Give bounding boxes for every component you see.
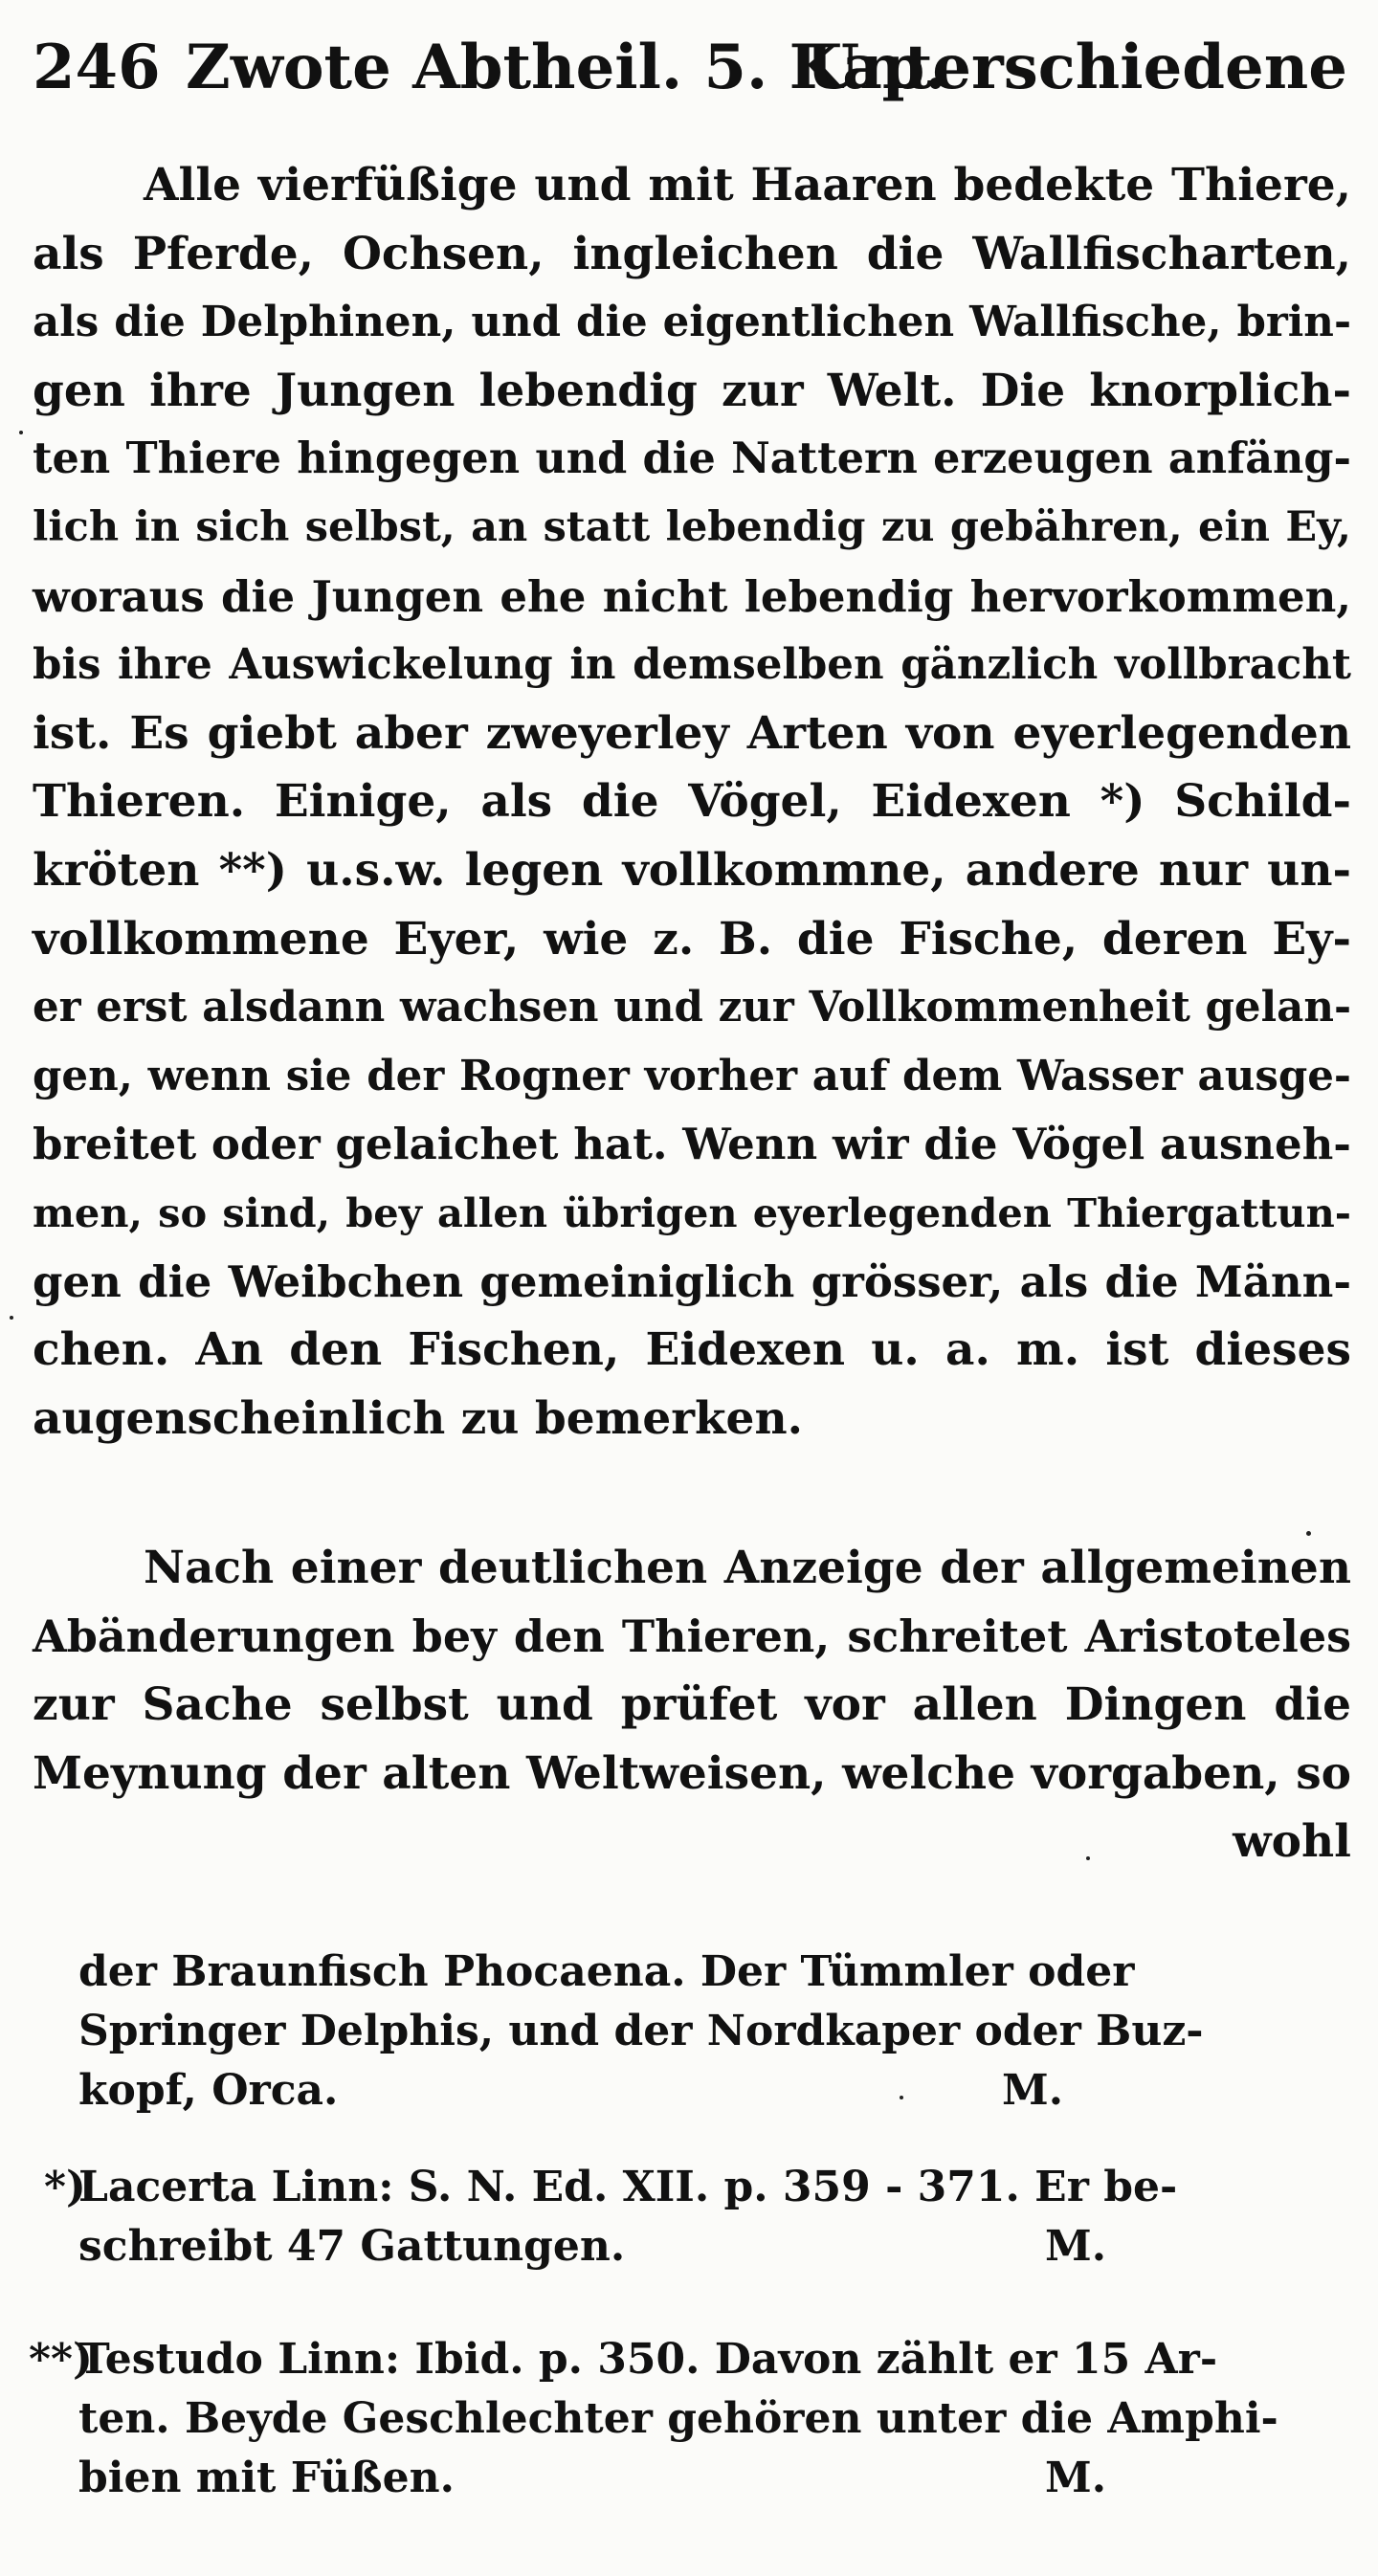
footnote-marker: **) (29, 2335, 93, 2384)
scan-speck (900, 2096, 903, 2099)
text-line: er erst alsdann wachsen und zur Vollkommenheit gelan- (33, 983, 1351, 1033)
running-header (33, 25, 1353, 111)
footnote-line: Testudo Linn: Ibid. p. 350. Davon zählt er 15 Ar- (78, 2335, 1218, 2384)
text-line: Abänderungen bey den Thieren, schreitet Aristoteles (33, 1610, 1351, 1662)
footnote-signature: M. (1045, 2454, 1107, 2502)
footnote-marker: *) (44, 2163, 86, 2211)
text-line: chen. An den Fischen, Eidexen u. a. m. ist dieses (33, 1323, 1351, 1377)
footnote-line: der Braunfisch Phocaena. Der Tümmler oder (78, 1947, 1135, 1996)
footnote-line: Lacerta Linn: S. N. Ed. XII. p. 359 - 371. Er be- (78, 2163, 1178, 2211)
footnote-line: ten. Beyde Geschlechter gehören unter die Amphi- (78, 2394, 1278, 2443)
footnote-line: Springer Delphis, und der Nordkaper oder Buz- (78, 2007, 1204, 2055)
text-line: gen, wenn sie der Rogner vorher auf dem Wasser ausge- (33, 1051, 1351, 1100)
text-line: kröten **) u.s.w. legen vollkommne, andere nur un- (33, 843, 1351, 897)
text-line: Meynung der alten Weltweisen, welche vorgaben, so (33, 1746, 1351, 1800)
footnote-line: schreibt 47 Gattungen. (78, 2222, 626, 2271)
footnote-line: bien mit Füßen. (78, 2454, 455, 2502)
text-line: men, so sind, bey allen übrigen eyerlegenden Thiergattun- (33, 1188, 1351, 1236)
footnote-continued (78, 1943, 1342, 2121)
text-line: lich in sich selbst, an statt lebendig zu gebähren, ein Ey, (33, 502, 1351, 551)
text-line: Nach einer deutlichen Anzeige der allgemeinen (144, 1542, 1351, 1594)
section-heading: Zwote Abtheil. 5. Kap. (186, 32, 946, 103)
text-line: Alle vierfüßige und mit Haaren bedekte Thiere, (144, 159, 1351, 211)
footnote-double-star (29, 2330, 1342, 2508)
text-line: Thieren. Einige, als die Vögel, Eidexen *) Schild- (33, 775, 1351, 829)
text-line: zur Sache selbst und prüfet vor allen Dingen die (33, 1678, 1351, 1732)
page-number: 246 (33, 32, 161, 103)
text-line: gen ihre Jungen lebendig zur Welt. Die knorplich- (33, 364, 1351, 417)
text-line: woraus die Jungen ehe nicht lebendig hervorkommen, (33, 570, 1351, 622)
text-line: als Pferde, Ochsen, ingleichen die Wallfischarten, (33, 227, 1351, 280)
paragraph-1 (33, 151, 1351, 1453)
running-title: Unterschiedene (806, 32, 1347, 103)
catchword: wohl (1233, 1815, 1351, 1869)
scan-speck (1086, 1856, 1090, 1860)
text-line: bis ihre Auswickelung in demselben gänzlich vollbracht (33, 640, 1351, 690)
footnote-signature: M. (1045, 2222, 1107, 2271)
paragraph-2 (33, 1534, 1351, 1876)
footnote-line: kopf, Orca. (78, 2066, 339, 2115)
text-line: ten Thiere hingegen und die Nattern erzeugen anfäng- (33, 433, 1351, 484)
text-line: augenscheinlich zu bemerken. (33, 1391, 803, 1445)
text-line: ist. Es giebt aber zweyerley Arten von eyerlegenden (33, 706, 1351, 760)
footnote-star (44, 2158, 1342, 2276)
scan-speck (10, 1316, 13, 1320)
footnote-signature: M. (1002, 2066, 1064, 2115)
text-line: als die Delphinen, und die eigentlichen Wallfische, brin- (33, 298, 1351, 347)
scan-speck (1306, 1531, 1311, 1536)
text-line: vollkommene Eyer, wie z. B. die Fische, deren Ey- (33, 912, 1351, 966)
scan-speck (19, 431, 23, 434)
text-line: gen die Weibchen gemeiniglich grösser, als die Männ- (33, 1255, 1351, 1307)
text-line: breitet oder gelaichet hat. Wenn wir die Vögel ausneh- (33, 1119, 1351, 1170)
